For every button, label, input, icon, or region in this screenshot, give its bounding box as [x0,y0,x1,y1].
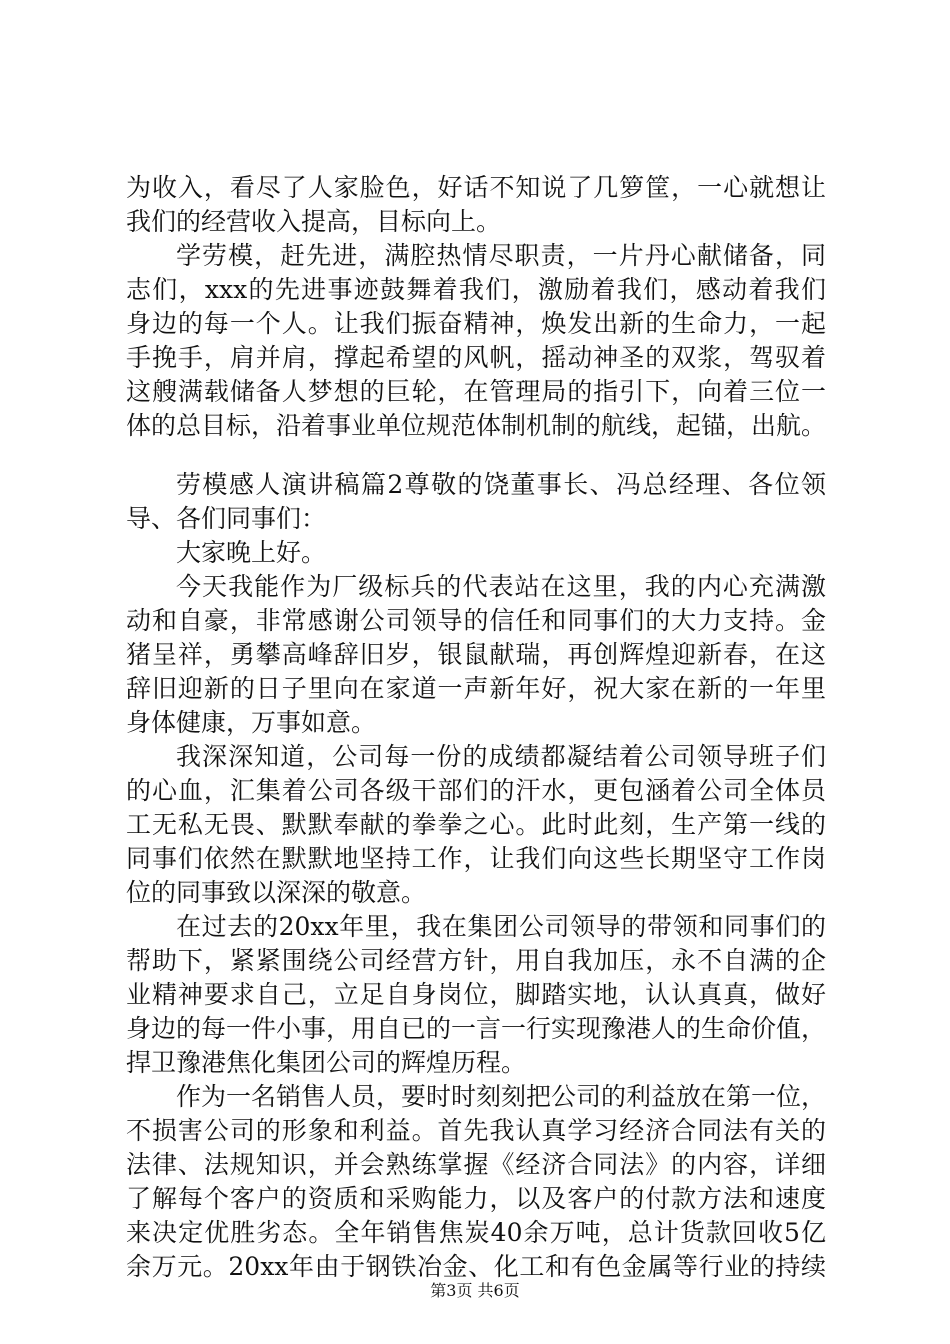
paragraph [126,468,826,536]
text-line: 导、各们同事们： [126,504,327,533]
paragraph-spacer [126,443,826,468]
text-line: 业精神要求自己，立足自身岗位，脚踏实地，认认真真，做好 [126,980,826,1009]
text-line: 今天我能作为厂级标兵的代表站在这里，我的内心充满激 [176,572,826,601]
text-line: 体的总目标，沿着事业单位规范体制机制的航线，起锚，出航。 [126,411,826,440]
text-line: 工无私无畏、默默奉献的拳拳之心。此时此刻，生产第一线的 [126,810,826,839]
text-line: 这艘满载储备人梦想的巨轮，在管理局的指引下，向着三位一 [126,377,826,406]
text-line: 来决定优胜劣态。全年销售焦炭40余万吨，总计货款回收5亿 [126,1218,826,1247]
text-line: 劳模感人演讲稿篇2尊敬的饶董事长、冯总经理、各位领 [176,470,826,499]
text-line: 身边的每一件小事，用自已的一言一行实现豫港人的生命价值， [126,1014,826,1043]
paragraph [126,536,826,570]
text-line: 志们，xxx的先进事迹鼓舞着我们，激励着我们，感动着我们 [126,275,826,304]
text-line: 捍卫豫港焦化集团公司的辉煌历程。 [126,1048,527,1077]
paragraph [126,740,826,910]
text-line: 不损害公司的形象和利益。首先我认真学习经济合同法有关的 [126,1116,826,1145]
text-line: 同事们依然在默默地坚持工作，让我们向这些长期坚守工作岗 [126,844,826,873]
document-body [126,171,826,1284]
paragraph [126,1080,826,1284]
text-line: 余万元。20xx年由于钢铁冶金、化工和有色金属等行业的持续 [126,1252,826,1281]
text-line: 辞旧迎新的日子里向在家道一声新年好，祝大家在新的一年里 [126,674,826,703]
paragraph [126,570,826,740]
text-line: 身边的每一个人。让我们振奋精神，焕发出新的生命力，一起 [126,309,826,338]
text-line: 帮助下，紧紧围绕公司经营方针，用自我加压，永不自满的企 [126,946,826,975]
text-line: 法律、法规知识，并会熟练掌握《经济合同法》的内容，详细 [126,1150,826,1179]
text-line: 的心血，汇集着公司各级干部们的汗水，更包涵着公司全体员 [126,776,826,805]
text-line: 我深深知道，公司每一份的成绩都凝结着公司领导班子们 [176,742,826,771]
page-number-footer: 第3页 共6页 [430,1281,520,1300]
text-line: 在过去的20xx年里，我在集团公司领导的带领和同事们的 [176,912,826,941]
text-line: 位的同事致以深深的敬意。 [126,878,427,907]
text-line: 大家晚上好。 [176,538,327,567]
text-line: 手挽手，肩并肩，撑起希望的风帆，摇动神圣的双浆，驾驭着 [126,343,826,372]
text-line: 为收入，看尽了人家脸色，好话不知说了几箩筐，一心就想让 [126,173,826,202]
text-line: 身体健康，万事如意。 [126,708,377,737]
paragraph [126,171,826,239]
paragraph [126,239,826,443]
text-line: 动和自豪，非常感谢公司领导的信任和同事们的大力支持。金 [126,606,826,635]
text-line: 我们的经营收入提高，目标向上。 [126,207,502,236]
text-line: 学劳模，赶先进，满腔热情尽职责，一片丹心献储备，同 [176,241,826,270]
text-line: 了解每个客户的资质和采购能力，以及客户的付款方法和速度 [126,1184,826,1213]
text-line: 猪呈祥，勇攀高峰辞旧岁，银鼠献瑞，再创辉煌迎新春，在这 [126,640,826,669]
paragraph [126,910,826,1080]
text-line: 作为一名销售人员，要时时刻刻把公司的利益放在第一位， [176,1082,826,1111]
